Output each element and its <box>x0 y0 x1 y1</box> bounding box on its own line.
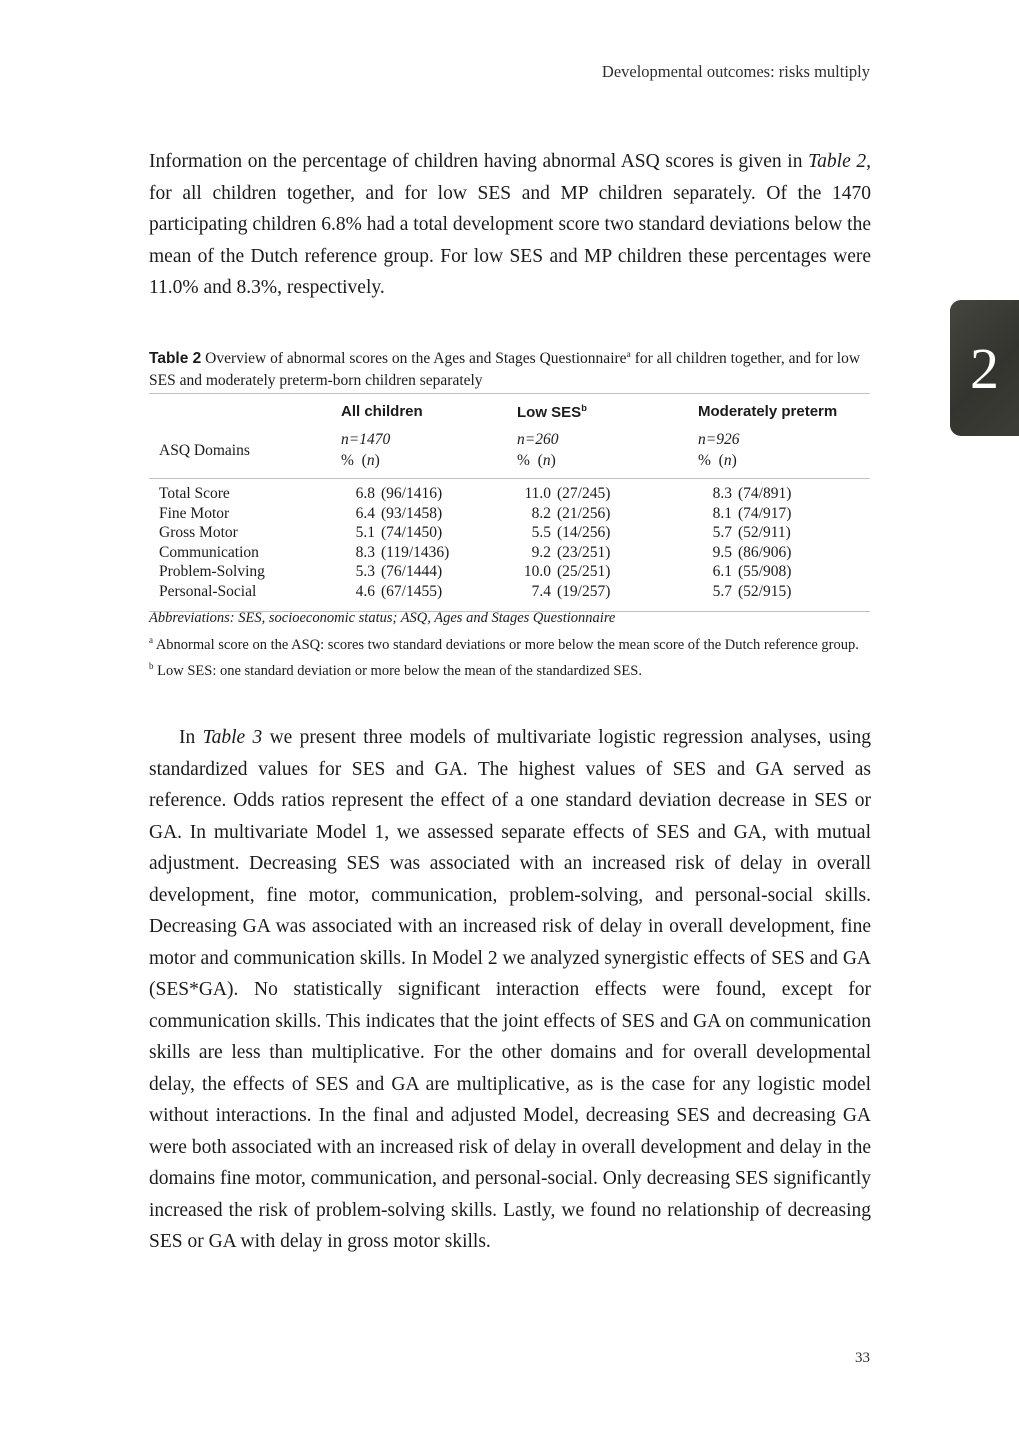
fraction-value: (96/1416) <box>381 485 443 502</box>
pct-n-label: % (n) <box>517 452 556 469</box>
abbreviations-note: Abbreviations: SES, socioeconomic status; ASQ, Ages and Stages Questionnaire <box>149 610 616 626</box>
table-cell <box>696 582 870 602</box>
table-cell <box>696 562 870 582</box>
table-cell <box>696 484 870 504</box>
pct-value: 8.1 <box>712 504 732 522</box>
pct-value: 8.2 <box>531 504 551 522</box>
table-cell <box>696 523 870 543</box>
pct-value: 5.7 <box>712 524 732 541</box>
table-header-moderately-preterm: Moderately preterm <box>698 403 838 420</box>
fraction-value: (19/257) <box>557 582 611 600</box>
table-row-header: ASQ Domains <box>159 441 250 459</box>
table-row-domain: Gross Motor <box>159 524 238 541</box>
table-cell <box>515 484 696 504</box>
fraction-value: (14/256) <box>557 524 611 541</box>
pct-value: 10.0 <box>523 563 551 580</box>
pct-value: 11.0 <box>524 485 551 502</box>
pct-n-label: % (n) <box>698 452 737 469</box>
pct-value: 9.5 <box>712 543 732 561</box>
table-row <box>149 484 870 504</box>
table-cell <box>339 504 515 524</box>
fraction-value: (23/251) <box>557 543 611 561</box>
table-subheader-low-ses <box>515 431 696 470</box>
n-count-all-children: n=1470 <box>341 431 391 448</box>
table-footnotes <box>149 608 870 682</box>
table-row <box>149 504 870 524</box>
fraction-value: (25/251) <box>557 563 611 580</box>
table-cell <box>339 562 515 582</box>
pct-value: 4.6 <box>355 582 375 600</box>
table-row-domain: Total Score <box>159 485 230 502</box>
pct-value: 9.2 <box>531 543 551 561</box>
n-count-low-ses: n=260 <box>517 431 559 448</box>
fraction-value: (74/891) <box>738 485 792 502</box>
table-cell <box>515 582 696 602</box>
fraction-value: (86/906) <box>738 543 792 561</box>
pct-value: 6.1 <box>712 563 732 580</box>
table-cell <box>515 523 696 543</box>
table-header-empty <box>149 403 339 421</box>
chapter-tab <box>950 300 1019 436</box>
table-row <box>149 543 870 563</box>
footnote-a: $^a$ Abnormal score on the ASQ: scores two standard deviations or more below the mean score of the Dutch reference group. <box>149 634 859 653</box>
table-cell <box>515 543 696 563</box>
table-subheader-row <box>149 421 870 479</box>
fraction-value: (67/1455) <box>381 582 443 600</box>
table-caption: Table 2 Overview of abnormal scores on the Ages and Stages Questionnaire$^a$ for all children together, and for low SES and moderately preterm-born children separately <box>149 349 861 390</box>
table-header-all-children: All children <box>341 403 423 420</box>
pct-value: 6.4 <box>355 504 375 522</box>
pct-value: 5.7 <box>712 582 732 600</box>
fraction-value: (27/245) <box>557 485 611 502</box>
pct-n-label: % (n) <box>341 452 380 469</box>
n-count-moderately-preterm: n=926 <box>698 431 740 448</box>
table-cell <box>339 484 515 504</box>
fraction-value: (52/911) <box>738 524 791 541</box>
table-2 <box>149 393 870 612</box>
pct-value: 8.3 <box>355 543 375 561</box>
table-cell <box>339 582 515 602</box>
fraction-value: (74/1450) <box>381 524 443 541</box>
table-header-row <box>149 394 870 421</box>
table-subheader-moderately-preterm <box>696 431 870 470</box>
chapter-number: 2 <box>970 335 999 401</box>
table-row-domain: Problem-Solving <box>159 563 265 580</box>
paragraph-2: In Table 3 we present three models of multivariate logistic regression analyses, using standardized values for SES and GA. The highest values of SES and GA served as reference. Odds ratios represent the effect of a one standard deviation decrease in SES or GA. In multivariate Model 1, we assessed separate effects of SES and GA, with mutual adjustment. Decreasing SES was associated with an increased risk of delay in overall development, fine motor, communication, problem-solving, and personal-social skills. Decreasing GA was associated with an increased risk of delay in overall development, fine motor and communication skills. In Model 2 we analyzed synergistic effects of SES and GA (SES*GA). No statistically significant interaction effects were found, except for communication skills. This indicates that the joint effects of SES and GA on communication skills are less than multiplicative. For the other domains and for overall developmental delay, the effects of SES and GA are multiplicative, as is the case for any logistic model without interactions. In the final and adjusted Model, decreasing SES and decreasing GA were both associated with an increased risk of delay in overall development and delay in the domains fine motor, communication, and personal-social. Only decreasing SES significantly increased the risk of problem-solving skills. Lastly, we found no relationship of decreasing SES or GA with delay in gross motor skills. <box>149 727 871 1252</box>
fraction-value: (21/256) <box>557 504 611 522</box>
table-cell <box>515 562 696 582</box>
fraction-value: (52/915) <box>738 582 792 600</box>
footnote-b: $^b$ Low SES: one standard deviation or more below the mean of the standardized SES. <box>149 660 642 679</box>
table-row <box>149 523 870 543</box>
fraction-value: (76/1444) <box>381 563 443 580</box>
fraction-value: (55/908) <box>738 563 792 580</box>
table-cell <box>339 523 515 543</box>
table-row <box>149 582 870 602</box>
table-row-domain: Fine Motor <box>159 504 230 522</box>
table-cell <box>515 504 696 524</box>
fraction-value: (119/1436) <box>381 543 450 561</box>
pct-value: 5.3 <box>355 563 375 580</box>
table-header-low-ses: Low SES$^b$ <box>517 403 587 421</box>
table-subheader-all-children <box>339 431 515 470</box>
pct-value: 5.1 <box>355 524 375 541</box>
table-cell <box>339 543 515 563</box>
paragraph-1: Information on the percentage of children having abnormal ASQ scores is given in Table 2, for all children together, and for low SES and MP children separately. Of the 1470 participating children 6.8% had a total development score two standard deviations below the mean of the Dutch reference group. For low SES and MP children these percentages were 11.0% and 8.3%, respectively. <box>149 151 871 298</box>
table-cell <box>696 543 870 563</box>
table-row <box>149 562 870 582</box>
pct-value: 7.4 <box>531 582 551 600</box>
table-row-domain: Communication <box>159 543 259 561</box>
fraction-value: (93/1458) <box>381 504 443 522</box>
running-head: Developmental outcomes: risks multiply <box>601 62 870 81</box>
pct-value: 6.8 <box>355 485 375 502</box>
pct-value: 8.3 <box>712 485 732 502</box>
table-row-domain: Personal-Social <box>159 582 257 600</box>
pct-value: 5.5 <box>531 524 551 541</box>
fraction-value: (74/917) <box>738 504 792 522</box>
table-body <box>149 479 870 611</box>
table-cell <box>696 504 870 524</box>
page-number: 33 <box>855 1350 870 1366</box>
